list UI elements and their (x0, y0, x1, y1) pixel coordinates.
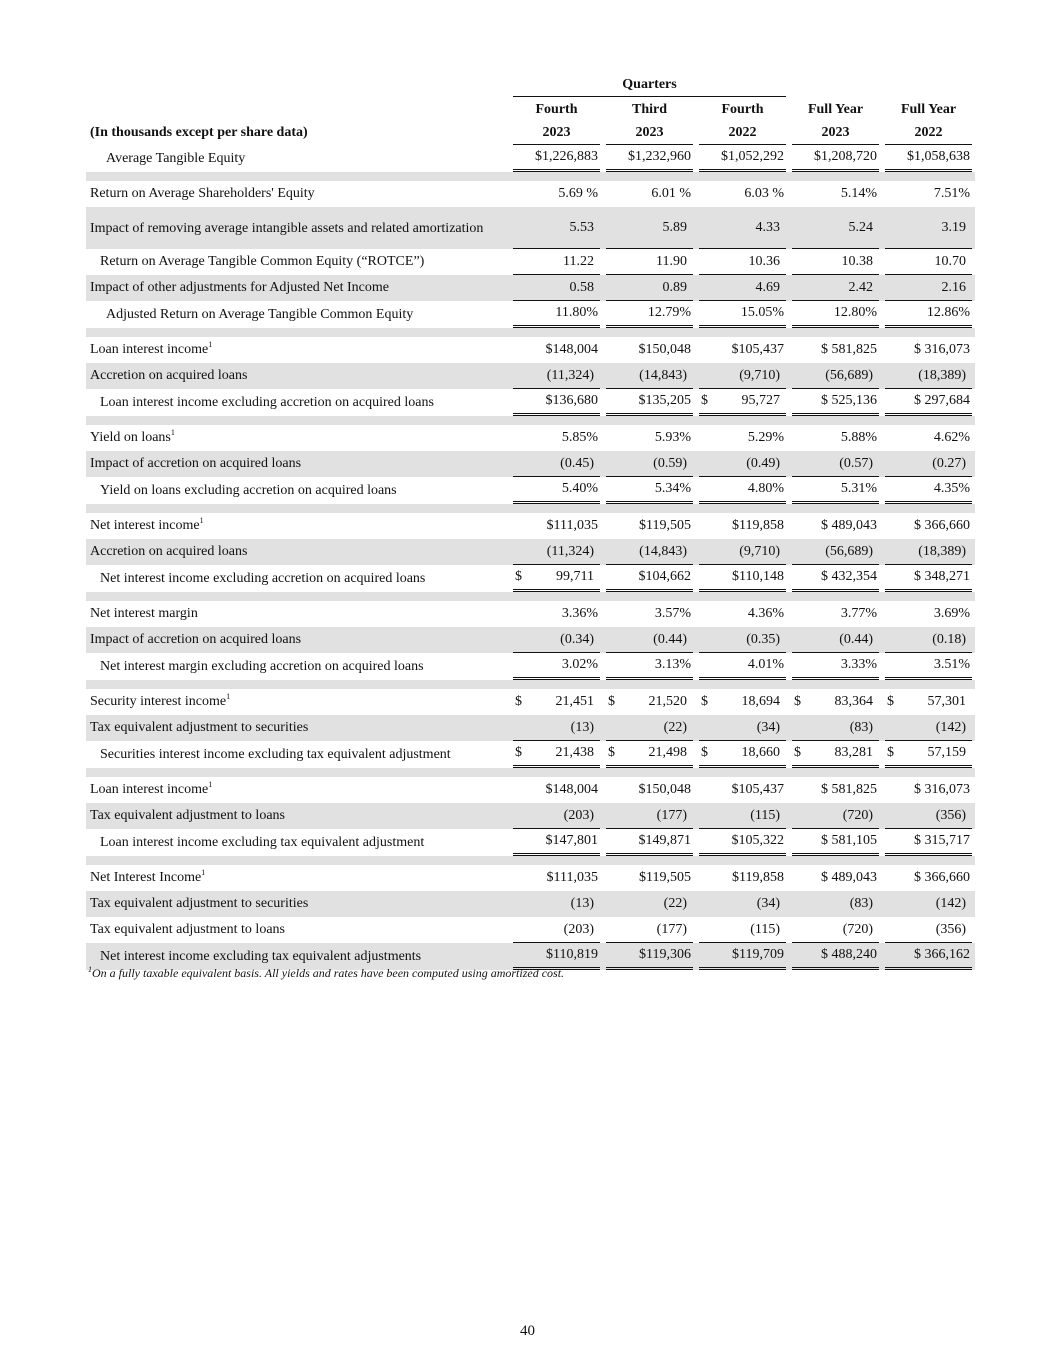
table-row (86, 207, 975, 249)
row-label: Impact of other adjustments for Adjusted Net Income (86, 275, 510, 301)
row-label: Adjusted Return on Average Tangible Common Equity (106, 306, 414, 322)
row-label: Average Tangible Equity (106, 150, 246, 166)
row-label: Tax equivalent adjustment to loans (86, 803, 510, 829)
value-cell: 5.14% (840, 186, 878, 201)
row-label: Impact of removing average intangible assets and related amortization (86, 207, 510, 249)
value-cell: $ 21,451 (510, 689, 603, 715)
footnote-marker: 1 (208, 780, 213, 789)
table-row (86, 275, 975, 301)
table-row (86, 601, 975, 627)
currency-symbol: $ (515, 569, 522, 584)
value-cell: $119,858 (732, 518, 785, 533)
currency-symbol: $ (887, 694, 895, 709)
value-cell: $ 432,354 (789, 565, 882, 592)
value-cell: (142) (882, 891, 975, 917)
value-cell: (0.57) (789, 451, 882, 477)
section-separator (86, 680, 975, 689)
footnote-marker: 1 (199, 516, 204, 525)
table-row (86, 829, 975, 856)
row-label-header: (In thousands except per share data) (90, 125, 308, 140)
col-header-5-line1: Full Year (900, 101, 957, 117)
value-cell: $ 83,281 (789, 741, 882, 768)
financial-table (86, 73, 975, 970)
value-cell: 3.57% (654, 606, 691, 621)
value-cell: 0.58 (510, 275, 603, 301)
value-cell: 4.33 (696, 207, 789, 249)
value-cell: $ 489,043 (821, 518, 878, 533)
value-cell: (83) (789, 891, 882, 917)
table-row (86, 477, 975, 504)
value-cell: $104,662 (603, 565, 696, 592)
value-cell: $ 21,498 (603, 741, 696, 768)
row-label: Net interest income excluding accretion on acquired loans (100, 570, 426, 586)
value-cell: 5.34% (603, 477, 696, 504)
table-row (86, 653, 975, 680)
value-cell: (18,389) (882, 363, 975, 389)
footnote-marker: 1 (170, 428, 175, 437)
section-separator (86, 328, 975, 337)
value-cell: 5.89 (603, 207, 696, 249)
value-cell: $ 21,438 (510, 741, 603, 768)
value-cell: 6.01 % (651, 186, 691, 201)
value-cell: $135,205 (603, 389, 696, 416)
row-label: Loan interest income$^1$ (90, 340, 213, 357)
col-header-3-line2: 2022 (696, 121, 789, 145)
footnote-marker: 1 (208, 340, 213, 349)
value-cell: 12.86% (882, 301, 975, 328)
table-row (86, 715, 975, 741)
value-cell: 3.51% (882, 653, 975, 680)
row-label: Net interest margin excluding accretion on acquired loans (100, 658, 424, 674)
quarters-header: Quarters (510, 73, 789, 97)
value-cell: $ 315,717 (882, 829, 975, 856)
currency-symbol: $ (794, 694, 802, 709)
value-cell: 3.33% (789, 653, 882, 680)
value-cell: (0.45) (510, 451, 603, 477)
value-cell: (0.44) (603, 627, 696, 653)
value-cell: 3.36% (561, 606, 598, 621)
value-cell: (0.18) (882, 627, 975, 653)
value-cell: $ 18,694 (696, 689, 789, 715)
value-cell: $ 18,660 (696, 741, 789, 768)
col-header-2-line1: Third (631, 101, 667, 117)
value-cell: 11.22 (510, 249, 603, 275)
currency-symbol: $ (608, 745, 615, 760)
row-label: Return on Average Shareholders' Equity (90, 186, 315, 201)
value-cell: (0.34) (510, 627, 603, 653)
value-cell: $ 297,684 (882, 389, 975, 416)
value-cell: 5.69 % (558, 186, 598, 201)
value-cell: $136,680 (510, 389, 603, 416)
value-cell: 5.29% (747, 430, 785, 445)
value-cell: 5.24 (789, 207, 882, 249)
value-cell: $ 57,301 (882, 689, 975, 715)
value-cell: 3.77% (840, 606, 878, 621)
col-header-3-line1: Fourth (721, 101, 764, 117)
value-cell: 5.93% (654, 430, 691, 445)
value-cell: $ 366,660 (914, 870, 971, 885)
value-cell: $ 581,825 (821, 782, 878, 797)
value-cell: (203) (510, 917, 603, 943)
value-cell: 10.38 (789, 249, 882, 275)
col-header-2-line2: 2023 (603, 121, 696, 145)
value-cell: 4.80% (696, 477, 789, 504)
value-cell: $ 489,043 (821, 870, 878, 885)
table-row (86, 181, 975, 207)
value-cell: $105,437 (731, 782, 785, 797)
row-label: Net interest margin (90, 606, 198, 621)
value-cell: $147,801 (510, 829, 603, 856)
value-cell: $119,505 (639, 518, 691, 533)
value-cell: 11.80% (510, 301, 603, 328)
value-cell: (11,324) (510, 539, 603, 565)
row-label: Tax equivalent adjustment to securities (86, 891, 510, 917)
value-cell: $ 366,660 (914, 518, 971, 533)
value-cell: 2.16 (882, 275, 975, 301)
value-cell: (177) (603, 803, 696, 829)
section-separator (86, 768, 975, 777)
value-cell: 5.31% (789, 477, 882, 504)
value-cell: (720) (789, 917, 882, 943)
currency-symbol: $ (701, 393, 708, 408)
value-cell: 4.35% (882, 477, 975, 504)
page-number: 40 (520, 1323, 535, 1339)
table-row (86, 513, 975, 539)
value-cell: $110,819 (510, 943, 603, 970)
value-cell: (0.35) (696, 627, 789, 653)
table-row (86, 689, 975, 715)
row-label: Return on Average Tangible Common Equity (“ROTCE”) (100, 254, 425, 269)
value-cell: $148,004 (545, 342, 598, 357)
value-cell: (18,389) (882, 539, 975, 565)
value-cell: 12.79% (603, 301, 696, 328)
value-cell: 4.62% (933, 430, 971, 445)
value-cell: (0.27) (882, 451, 975, 477)
value-cell: (13) (510, 891, 603, 917)
row-label: Yield on loans$^1$ (90, 428, 175, 445)
value-cell: $119,306 (603, 943, 696, 970)
value-cell: 4.36% (747, 606, 785, 621)
value-cell: $119,505 (639, 870, 691, 885)
value-cell: 3.02% (510, 653, 603, 680)
footnote-marker: 1 (201, 868, 206, 877)
value-cell: $1,052,292 (696, 145, 789, 172)
col-header-4-line2: 2023 (789, 121, 882, 145)
value-cell: (22) (603, 891, 696, 917)
value-cell: (0.59) (603, 451, 696, 477)
value-cell: 5.88% (840, 430, 878, 445)
table-row (86, 145, 975, 172)
value-cell: (83) (789, 715, 882, 741)
value-cell: $111,035 (546, 870, 598, 885)
row-label: Net interest income$^1$ (90, 516, 204, 533)
table-row (86, 803, 975, 829)
value-cell: $150,048 (638, 342, 691, 357)
value-cell: $148,004 (545, 782, 598, 797)
value-cell: (34) (696, 715, 789, 741)
table-row (86, 337, 975, 363)
value-cell: (203) (510, 803, 603, 829)
currency-symbol: $ (887, 745, 895, 760)
value-cell: $1,208,720 (789, 145, 882, 172)
value-cell: $ 488,240 (789, 943, 882, 970)
table-row (86, 865, 975, 891)
value-cell: 3.69% (933, 606, 971, 621)
table-row (86, 539, 975, 565)
value-cell: $105,322 (696, 829, 789, 856)
value-cell: (0.44) (789, 627, 882, 653)
footnote: $^1$On a fully taxable equivalent basis. All yields and rates have been computed using amortized cost. (88, 965, 565, 980)
value-cell: (14,843) (603, 363, 696, 389)
value-cell: $ 581,105 (789, 829, 882, 856)
value-cell: 6.03 % (744, 186, 785, 201)
value-cell: (0.49) (696, 451, 789, 477)
value-cell: $ 525,136 (789, 389, 882, 416)
row-label: Security interest income$^1$ (90, 692, 231, 709)
table-row (86, 627, 975, 653)
value-cell: $ 99,711 (510, 565, 603, 592)
value-cell: (9,710) (696, 363, 789, 389)
row-label: Yield on loans excluding accretion on acquired loans (100, 482, 397, 498)
table-row (86, 891, 975, 917)
value-cell: $111,035 (546, 518, 598, 533)
currency-symbol: $ (515, 694, 522, 709)
value-cell: $ 21,520 (603, 689, 696, 715)
table-row (86, 777, 975, 803)
value-cell: $ 95,727 (696, 389, 789, 416)
value-cell: (11,324) (510, 363, 603, 389)
table-row (86, 917, 975, 943)
section-separator (86, 592, 975, 601)
table-row (86, 249, 975, 275)
table-row (86, 389, 975, 416)
col-header-4-line1: Full Year (807, 101, 864, 117)
value-cell: (14,843) (603, 539, 696, 565)
value-cell: (356) (882, 803, 975, 829)
col-header-5-line2: 2022 (882, 121, 975, 145)
section-separator (86, 504, 975, 513)
value-cell: (720) (789, 803, 882, 829)
table-row (86, 451, 975, 477)
value-cell: 2.42 (789, 275, 882, 301)
value-cell: 12.80% (789, 301, 882, 328)
value-cell: 0.89 (603, 275, 696, 301)
row-label: Tax equivalent adjustment to loans (90, 922, 285, 937)
section-separator (86, 172, 975, 181)
row-label: Net interest income excluding tax equivalent adjustments (86, 943, 510, 970)
value-cell: (34) (696, 891, 789, 917)
section-separator (86, 416, 975, 425)
currency-symbol: $ (794, 745, 802, 760)
value-cell: (142) (882, 715, 975, 741)
value-cell: (13) (510, 715, 603, 741)
value-cell: $150,048 (638, 782, 691, 797)
row-label: Loan interest income$^1$ (90, 780, 213, 797)
currency-symbol: $ (701, 694, 708, 709)
table-row (86, 741, 975, 768)
value-cell: 4.69 (696, 275, 789, 301)
value-cell: 3.13% (603, 653, 696, 680)
table-row (86, 425, 975, 451)
row-label: Loan interest income excluding tax equivalent adjustment (100, 834, 425, 850)
value-cell: 5.85% (561, 430, 598, 445)
value-cell: 5.40% (510, 477, 603, 504)
value-cell: $ 57,159 (882, 741, 975, 768)
value-cell: $149,871 (603, 829, 696, 856)
value-cell: 15.05% (696, 301, 789, 328)
table-row (86, 565, 975, 592)
value-cell: $119,858 (732, 870, 785, 885)
footnote-marker: 1 (226, 692, 231, 701)
value-cell: $1,226,883 (510, 145, 603, 172)
value-cell: $ 316,073 (914, 782, 971, 797)
row-label: Accretion on acquired loans (86, 363, 510, 389)
row-label: Impact of accretion on acquired loans (86, 627, 510, 653)
row-label: Impact of accretion on acquired loans (86, 451, 510, 477)
value-cell: $1,232,960 (603, 145, 696, 172)
value-cell: 7.51% (933, 186, 971, 201)
value-cell: $ 581,825 (821, 342, 878, 357)
col-header-1-line1: Fourth (535, 101, 578, 117)
value-cell: $ 348,271 (882, 565, 975, 592)
value-cell: $1,058,638 (882, 145, 975, 172)
table-row (86, 363, 975, 389)
value-cell: 11.90 (603, 249, 696, 275)
currency-symbol: $ (701, 745, 708, 760)
table-row (86, 301, 975, 328)
value-cell: $ 83,364 (789, 689, 882, 715)
value-cell: (177) (603, 917, 696, 943)
value-cell: $119,709 (696, 943, 789, 970)
value-cell: 3.19 (882, 207, 975, 249)
value-cell: (115) (696, 803, 789, 829)
value-cell: (56,689) (789, 363, 882, 389)
value-cell: 5.53 (510, 207, 603, 249)
value-cell: $110,148 (696, 565, 789, 592)
currency-symbol: $ (515, 745, 522, 760)
value-cell: (9,710) (696, 539, 789, 565)
row-label: Loan interest income excluding accretion on acquired loans (100, 394, 434, 410)
currency-symbol: $ (608, 694, 615, 709)
value-cell: 4.01% (696, 653, 789, 680)
section-separator (86, 856, 975, 865)
value-cell: $ 366,162 (882, 943, 975, 970)
value-cell: $105,437 (731, 342, 785, 357)
value-cell: (356) (882, 917, 975, 943)
row-label: Net Interest Income$^1$ (90, 868, 206, 885)
row-label: Securities interest income excluding tax equivalent adjustment (100, 746, 451, 762)
value-cell: $ 316,073 (914, 342, 971, 357)
value-cell: 10.36 (696, 249, 789, 275)
value-cell: (115) (696, 917, 789, 943)
value-cell: (22) (603, 715, 696, 741)
col-header-1-line2: 2023 (510, 121, 603, 145)
value-cell: 10.70 (882, 249, 975, 275)
row-label: Accretion on acquired loans (86, 539, 510, 565)
row-label: Tax equivalent adjustment to securities (86, 715, 510, 741)
value-cell: (56,689) (789, 539, 882, 565)
